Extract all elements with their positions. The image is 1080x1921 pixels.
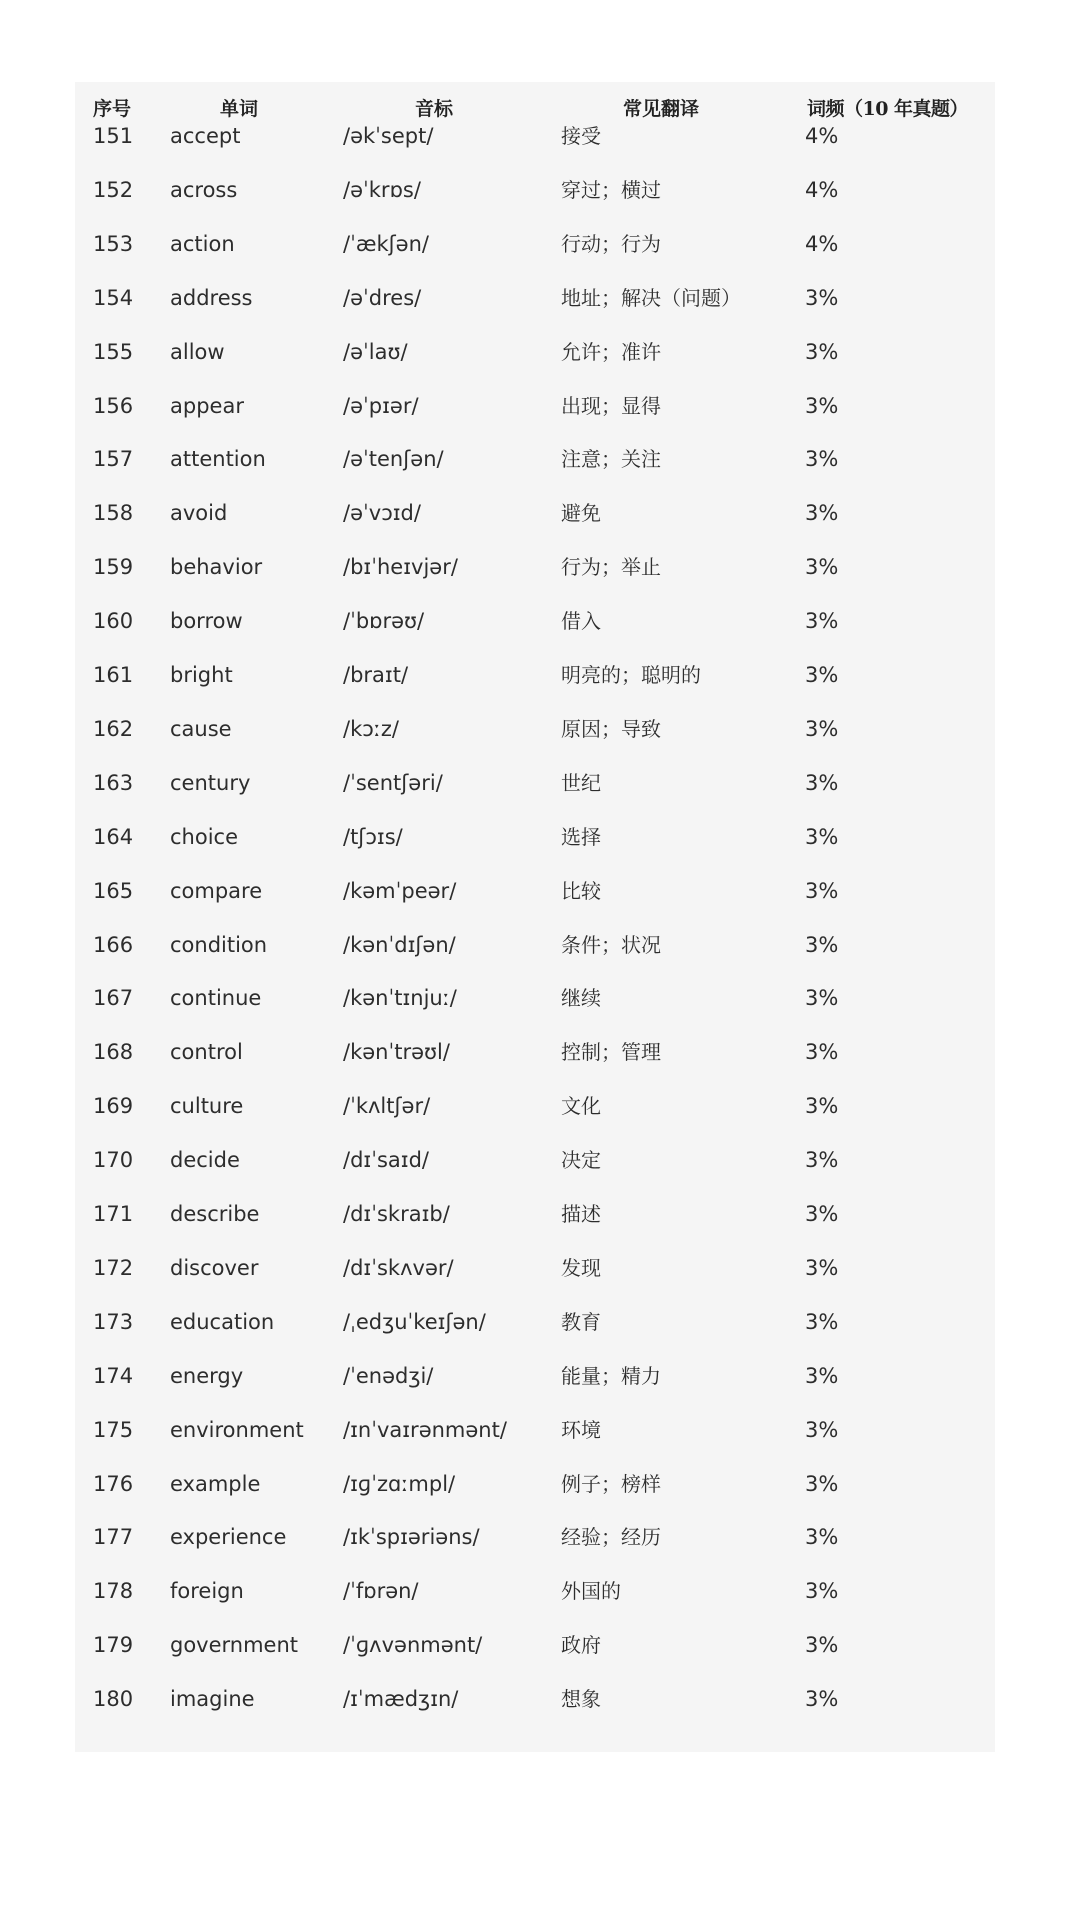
row-translation: 世纪 xyxy=(561,770,601,795)
table-row xyxy=(75,810,995,864)
row-number: 172 xyxy=(93,1255,134,1280)
row-word: culture xyxy=(170,1094,244,1119)
row-frequency: 3% xyxy=(805,1309,839,1334)
row-frequency: 3% xyxy=(805,932,839,957)
row-number: 171 xyxy=(93,1202,134,1226)
row-number: 155 xyxy=(93,339,134,364)
row-phonetic: /braɪt/ xyxy=(343,663,409,687)
row-phonetic: /ˈbɒrəʊ/ xyxy=(343,609,425,634)
header-translation: 常见翻译 xyxy=(623,98,700,120)
row-word: century xyxy=(170,770,251,795)
row-word: imagine xyxy=(170,1687,255,1712)
row-frequency: 3% xyxy=(805,555,839,580)
row-number: 164 xyxy=(93,824,134,849)
row-translation: 行为；举止 xyxy=(561,555,661,580)
row-word: energy xyxy=(170,1363,244,1388)
row-frequency: 3% xyxy=(805,878,839,903)
row-word: borrow xyxy=(170,609,243,634)
row-translation: 明亮的；聪明的 xyxy=(561,663,701,687)
row-word: address xyxy=(170,285,253,310)
row-frequency: 4% xyxy=(805,231,839,256)
row-word: experience xyxy=(170,1525,287,1550)
row-number: 166 xyxy=(93,932,134,957)
table-row xyxy=(75,1672,995,1726)
row-translation: 控制；管理 xyxy=(561,1040,661,1065)
row-number: 170 xyxy=(93,1148,134,1173)
row-word: avoid xyxy=(170,501,228,526)
row-phonetic: /əˈpɪər/ xyxy=(343,393,419,418)
table-row xyxy=(75,971,995,1025)
row-number: 175 xyxy=(93,1417,134,1442)
row-number: 176 xyxy=(93,1471,134,1496)
row-frequency: 3% xyxy=(805,609,839,634)
row-phonetic: /kɔːz/ xyxy=(343,716,399,741)
row-phonetic: /ˌedʒuˈkeɪʃən/ xyxy=(343,1309,486,1334)
table-row xyxy=(75,1133,995,1187)
table-row xyxy=(75,1025,995,1079)
row-phonetic: /ˈækʃən/ xyxy=(343,231,429,256)
row-frequency: 3% xyxy=(805,824,839,849)
row-phonetic: /əˈlaʊ/ xyxy=(343,339,408,364)
row-translation: 外国的 xyxy=(561,1579,621,1604)
row-phonetic: /ɪˈmædʒɪn/ xyxy=(343,1687,459,1712)
table-row xyxy=(75,1295,995,1349)
table-row xyxy=(75,325,995,379)
row-frequency: 4% xyxy=(805,124,839,148)
table-row xyxy=(75,648,995,702)
row-translation: 允许；准许 xyxy=(561,339,661,364)
row-translation: 能量；精力 xyxy=(561,1363,661,1388)
row-number: 153 xyxy=(93,231,134,256)
row-phonetic: /dɪˈskraɪb/ xyxy=(343,1202,450,1226)
row-frequency: 3% xyxy=(805,986,839,1011)
row-number: 158 xyxy=(93,501,134,526)
table-row xyxy=(75,1349,995,1403)
table-row xyxy=(75,163,995,217)
row-translation: 避免 xyxy=(561,501,601,526)
row-phonetic: /ˈenədʒi/ xyxy=(343,1363,434,1388)
row-phonetic: /ˈsentʃəri/ xyxy=(343,770,443,795)
row-number: 161 xyxy=(93,663,134,687)
row-translation: 注意；关注 xyxy=(561,447,661,472)
row-word: continue xyxy=(170,986,262,1011)
row-word: appear xyxy=(170,393,244,418)
row-translation: 想象 xyxy=(561,1687,601,1712)
row-word: education xyxy=(170,1309,275,1334)
row-frequency: 3% xyxy=(805,1255,839,1280)
row-number: 154 xyxy=(93,285,134,310)
row-translation: 描述 xyxy=(561,1202,601,1226)
row-phonetic: /dɪˈsaɪd/ xyxy=(343,1148,429,1173)
row-number: 156 xyxy=(93,393,134,418)
row-translation: 原因；导致 xyxy=(561,716,661,741)
row-number: 180 xyxy=(93,1687,134,1712)
table-row xyxy=(75,217,995,271)
row-word: control xyxy=(170,1040,243,1065)
row-translation: 条件；状况 xyxy=(561,932,661,957)
row-frequency: 3% xyxy=(805,1417,839,1442)
row-frequency: 3% xyxy=(805,393,839,418)
row-number: 160 xyxy=(93,609,134,634)
row-frequency: 3% xyxy=(805,447,839,472)
row-translation: 政府 xyxy=(561,1633,601,1658)
row-word: government xyxy=(170,1633,299,1658)
row-number: 163 xyxy=(93,770,134,795)
row-number: 152 xyxy=(93,177,134,202)
row-phonetic: /əkˈsept/ xyxy=(343,124,434,148)
table-row xyxy=(75,1079,995,1133)
row-phonetic: /kənˈtrəʊl/ xyxy=(343,1040,450,1065)
table-row xyxy=(75,1187,995,1241)
row-number: 165 xyxy=(93,878,134,903)
row-number: 157 xyxy=(93,447,134,472)
row-translation: 接受 xyxy=(561,124,601,148)
row-translation: 继续 xyxy=(561,986,601,1011)
row-frequency: 4% xyxy=(805,177,839,202)
row-translation: 文化 xyxy=(561,1094,601,1119)
table-row xyxy=(75,271,995,325)
header-word: 单词 xyxy=(220,98,259,120)
row-translation: 经验；经历 xyxy=(561,1525,661,1550)
row-translation: 例子；榜样 xyxy=(561,1471,661,1496)
row-frequency: 3% xyxy=(805,1633,839,1658)
row-number: 173 xyxy=(93,1309,134,1334)
row-translation: 选择 xyxy=(561,824,601,849)
row-phonetic: /dɪˈskʌvər/ xyxy=(343,1255,454,1280)
row-translation: 比较 xyxy=(561,878,601,903)
row-word: cause xyxy=(170,716,232,741)
table-row xyxy=(75,1618,995,1672)
row-phonetic: /bɪˈheɪvjər/ xyxy=(343,555,458,580)
table-row xyxy=(75,864,995,918)
row-word: across xyxy=(170,177,238,202)
row-word: condition xyxy=(170,932,268,957)
row-frequency: 3% xyxy=(805,1579,839,1604)
table-row xyxy=(75,540,995,594)
row-translation: 教育 xyxy=(561,1309,601,1334)
table-row xyxy=(75,432,995,486)
row-phonetic: /əˈkrɒs/ xyxy=(343,177,421,202)
row-phonetic: /ɪkˈspɪəriəns/ xyxy=(343,1525,480,1550)
row-word: action xyxy=(170,231,235,256)
row-number: 159 xyxy=(93,555,134,580)
row-phonetic: /əˈtenʃən/ xyxy=(343,447,444,472)
table-row xyxy=(75,594,995,648)
table-row xyxy=(75,1510,995,1564)
row-word: describe xyxy=(170,1202,260,1226)
row-translation: 地址；解决（问题） xyxy=(561,285,741,310)
row-phonetic: /ˈkʌltʃər/ xyxy=(343,1094,431,1119)
row-frequency: 3% xyxy=(805,285,839,310)
row-word: accept xyxy=(170,124,241,148)
row-phonetic: /kənˈdɪʃən/ xyxy=(343,932,456,957)
row-word: bright xyxy=(170,663,233,687)
table-row xyxy=(75,918,995,972)
row-translation: 环境 xyxy=(561,1417,601,1442)
row-frequency: 3% xyxy=(805,1202,839,1226)
row-frequency: 3% xyxy=(805,1040,839,1065)
row-phonetic: /ˈɡʌvənmənt/ xyxy=(343,1633,483,1658)
row-word: environment xyxy=(170,1417,304,1442)
header-no: 序号 xyxy=(93,98,132,120)
row-phonetic: /ˈfɒrən/ xyxy=(343,1579,419,1604)
row-phonetic: /tʃɔɪs/ xyxy=(343,824,403,849)
row-frequency: 3% xyxy=(805,1363,839,1388)
row-number: 169 xyxy=(93,1094,134,1119)
row-frequency: 3% xyxy=(805,501,839,526)
row-translation: 借入 xyxy=(561,609,601,634)
row-word: attention xyxy=(170,447,266,472)
table-row xyxy=(75,1457,995,1511)
table-row xyxy=(75,1403,995,1457)
header-ipa: 音标 xyxy=(415,98,454,120)
row-word: allow xyxy=(170,339,225,364)
row-phonetic: /əˈvɔɪd/ xyxy=(343,501,421,526)
row-phonetic: /ɪnˈvaɪrənmənt/ xyxy=(343,1417,507,1442)
table-row xyxy=(75,756,995,810)
row-phonetic: /ɪɡˈzɑːmpl/ xyxy=(343,1471,456,1496)
table-row xyxy=(75,702,995,756)
row-frequency: 3% xyxy=(805,1471,839,1496)
row-number: 174 xyxy=(93,1363,134,1388)
header-frequency: 词频（10 年真题） xyxy=(807,98,969,120)
row-translation: 行动；行为 xyxy=(561,231,661,256)
row-number: 179 xyxy=(93,1633,134,1658)
row-number: 151 xyxy=(93,124,134,148)
row-word: foreign xyxy=(170,1579,244,1604)
table-row xyxy=(75,109,995,163)
row-translation: 出现；显得 xyxy=(561,393,661,418)
row-word: choice xyxy=(170,824,239,849)
row-frequency: 3% xyxy=(805,1148,839,1173)
row-word: example xyxy=(170,1471,261,1496)
row-frequency: 3% xyxy=(805,716,839,741)
row-translation: 穿过；横过 xyxy=(561,177,661,202)
row-number: 167 xyxy=(93,986,134,1011)
row-phonetic: /əˈdres/ xyxy=(343,285,422,310)
row-word: behavior xyxy=(170,555,263,580)
row-word: compare xyxy=(170,878,263,903)
row-word: decide xyxy=(170,1148,240,1173)
row-translation: 发现 xyxy=(561,1255,601,1280)
row-number: 178 xyxy=(93,1579,134,1604)
table-row xyxy=(75,486,995,540)
row-frequency: 3% xyxy=(805,1525,839,1550)
row-translation: 决定 xyxy=(561,1148,601,1173)
row-frequency: 3% xyxy=(805,663,839,687)
row-word: discover xyxy=(170,1255,259,1280)
table-row xyxy=(75,1564,995,1618)
row-number: 168 xyxy=(93,1040,134,1065)
table-row xyxy=(75,379,995,433)
row-frequency: 3% xyxy=(805,1094,839,1119)
row-frequency: 3% xyxy=(805,1687,839,1712)
row-frequency: 3% xyxy=(805,339,839,364)
row-phonetic: /kəmˈpeər/ xyxy=(343,878,457,903)
table-row xyxy=(75,1241,995,1295)
row-frequency: 3% xyxy=(805,770,839,795)
row-number: 162 xyxy=(93,716,134,741)
row-number: 177 xyxy=(93,1525,134,1550)
vocabulary-table xyxy=(75,82,995,1752)
row-phonetic: /kənˈtɪnjuː/ xyxy=(343,986,457,1011)
